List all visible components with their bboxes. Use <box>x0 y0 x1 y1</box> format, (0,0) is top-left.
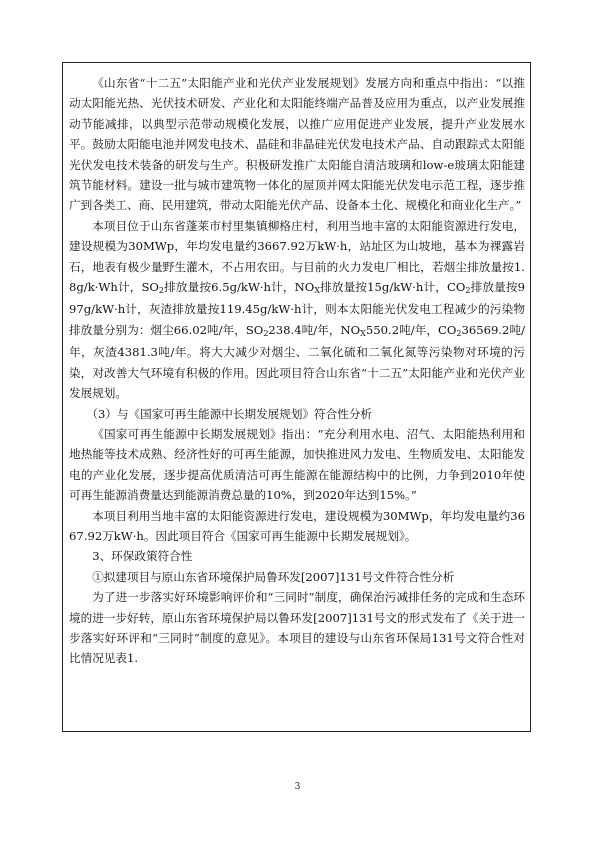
paragraph-national-plan-quote: 《国家可再生能源中长期发展规划》指出：“充分利用水电、沼气、太阳能热利用和地热能等技术成熟、经济性好的可再生能源，加快推进风力发电、生物质发电、太阳能发电的产业化发展，逐步提高优质清洁可再生能源在能源结构中的比例，力争到2010年使可再生能源消费量达到能源消费总量的10%，到2020年达到15%。” <box>69 426 525 503</box>
text-run: 550.2吨/年，CO <box>365 322 457 337</box>
content-frame <box>62 62 531 732</box>
text-run: 238.4吨/年，NO <box>268 322 361 337</box>
section-heading-national-plan: （3）与《国家可再生能源中长期发展规划》符合性分析 <box>86 406 373 421</box>
subscript: 2 <box>456 328 462 338</box>
subscript: X <box>360 328 366 338</box>
paragraph-project-emissions <box>69 216 525 404</box>
subscript: 2 <box>465 286 471 296</box>
text-run: 排放量按997g/kW·h计，灰渣排放量按119.45g/kW·h计，则本太阳能光伏发电工程减少的污染物排放量分别为：烟尘66.02吨/年，SO <box>69 280 525 337</box>
subscript: 2 <box>158 286 164 296</box>
section-heading-env-policy: 3、环保政策符合性 <box>92 549 193 564</box>
subscript: X <box>314 286 321 296</box>
page-number: 3 <box>294 782 301 792</box>
subsection-heading-131: ①拟建项目与原山东省环境保护局鲁环发[2007]131号文件符合性分析 <box>92 569 455 584</box>
text-run: 36569.2吨/年，灰渣4381.3吨/年。将大大减少对烟尘、二氧化硫和二氧化氮等污染物对环境的污染，对改善大气环境有积极的作用。因此项目符合山东省“十二五”太阳能产业和光伏产业发展规划。 <box>69 322 525 401</box>
text-run: 本项目位于山东省蓬莱市村里集镇柳格庄村，利用当地丰富的太阳能资源进行发电，建设规模为30MWp，年均发电量约3667.92万kW·h，站址区为山坡地，基本为裸露岩石，地表有极少量野生灌木，不占用农田。与目前的火力发电厂相比，若烟尘排放量按1.8g/k·Wh计，SO <box>69 218 525 295</box>
paragraph-131-document: 为了进一步落实好环境影响评价和“三同时”制度，确保治污减排任务的完成和生态环境的进一步好转，原山东省环境保护局以鲁环发[2007]131号文的形式发布了《关于进一步落实好环评和“三同时”制度的意见》。本项目的建设与山东省环保局131号文符合性对比情况见表1. <box>69 590 525 666</box>
paragraph-project-conformity: 本项目利用当地丰富的太阳能资源进行发电，建设规模为30MWp，年均发电量约3667.92万kW·h。因此项目符合《国家可再生能源中长期发展规划》。 <box>69 508 525 543</box>
paragraph-shandong-plan: 《山东省“十二五”太阳能产业和光伏产业发展规划》发展方向和重点中指出：“以推动太阳能光热、光伏技术研发、产业化和太阳能终端产品普及应用为重点，以产业发展推动节能减排，以典型示范带动规模化发展，以推广应用促进产业发展，提升产业发展水平。鼓励太阳能电池并网发电技术、晶硅和非晶硅光伏发电技术产品、自动跟踪式太阳能光伏发电技术装备的研发与生产。积极研发推广太阳能自清洁玻璃和low-e玻璃太阳能建筑节能材料。建设一批与城市建筑物一体化的屋顶并网太阳能光伏发电示范工程，逐步推广到各类工、商、民用建筑，带动太阳能光伏产品、设备本土化、规模化和商业化生产。” <box>69 76 525 213</box>
subscript: 2 <box>263 328 269 338</box>
text-run: 排放量按15g/kW·h计，CO <box>320 280 466 295</box>
text-run: 排放量按6.5g/kW·h计，NO <box>164 280 315 295</box>
